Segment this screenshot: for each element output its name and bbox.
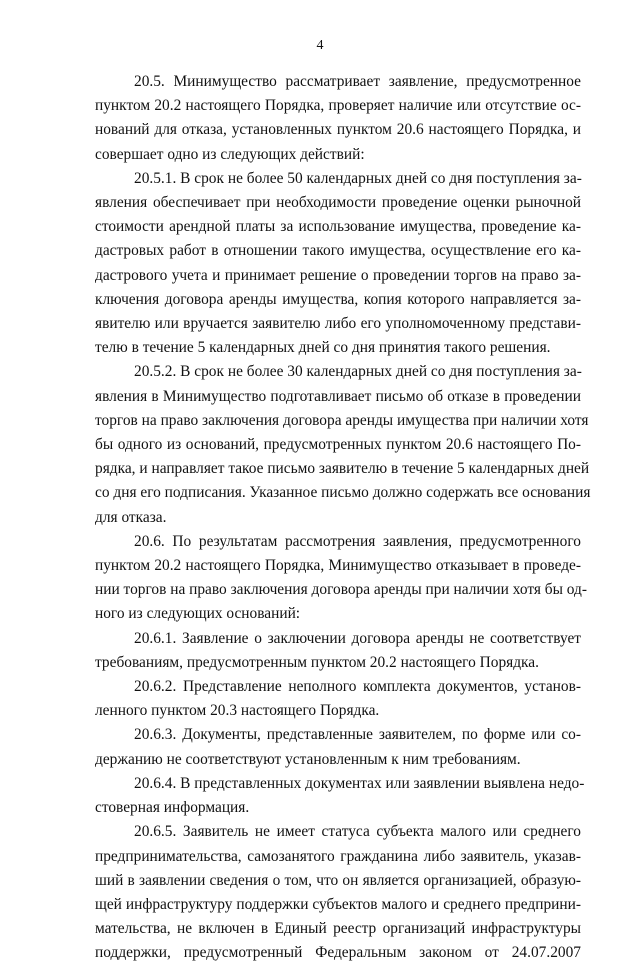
- text-line: дастрового учета и принимает решение о проведении торгов на право за-: [95, 266, 581, 284]
- page-number: 4: [316, 38, 324, 53]
- paragraph-20-6-1: [95, 627, 581, 675]
- document-body: [95, 70, 591, 966]
- text-line: явителю или вручается заявителю либо его уполномоченному представи-: [95, 315, 581, 333]
- text-line: держанию не соответствуют установленным к ним требованиям.: [95, 750, 521, 768]
- paragraph-20-6-3: [95, 723, 581, 771]
- text-line: 20.6. По результатам рассмотрения заявления, предусмотренного: [134, 532, 581, 550]
- text-line: явления обеспечивает при необходимости проведение оценки рыночной: [95, 194, 581, 212]
- text-line: 20.5.1. В срок не более 50 календарных дней со дня поступления за-: [134, 169, 582, 187]
- text-line: поддержки, предусмотренный Федеральным законом от 24.07.2007: [95, 944, 581, 962]
- text-line: нований для отказа, установленных пунктом 20.6 настоящего Порядка, и: [95, 121, 581, 139]
- paragraph-20-6-5: [95, 820, 581, 965]
- text-line: ший в заявлении сведения о том, что он является организацией, образую-: [95, 871, 581, 889]
- text-line: стоимости арендной платы за использование имущества, проведение ка-: [95, 218, 581, 236]
- text-line: ключения договора аренды имущества, копия которого направляется за-: [95, 290, 581, 308]
- text-line: 20.5.2. В срок не более 30 календарных дней со дня поступления за-: [134, 363, 582, 381]
- text-line: 20.6.4. В представленных документах или заявлении выявлена недо-: [134, 774, 585, 792]
- text-line: 20.6.2. Представление неполного комплекта документов, установ-: [134, 678, 581, 696]
- text-line: дастровых работ в отношении такого имущества, осуществление его ка-: [95, 242, 581, 260]
- text-line: 20.6.5. Заявитель не имеет статуса субъекта малого или среднего: [134, 823, 581, 841]
- text-line: нии торгов на право заключения договора аренды при наличии хотя бы од-: [95, 581, 588, 599]
- text-line: 20.5. Минимущество рассматривает заявление, предусмотренное: [134, 73, 581, 90]
- text-line: бы одного из оснований, предусмотренных пунктом 20.6 настоящего По-: [95, 436, 581, 454]
- text-line: пунктом 20.2 настоящего Порядка, Минимущество отказывает в проведе-: [95, 557, 581, 575]
- text-line: рядка, и направляет такое письмо заявителю в течение 5 календарных дней: [95, 460, 590, 478]
- text-line: щей инфраструктуру поддержки субъектов малого и среднего предприни-: [95, 895, 581, 913]
- text-line: для отказа.: [95, 508, 167, 526]
- text-line: требованиям, предусмотренным пунктом 20.2 настоящего Порядка.: [95, 653, 539, 671]
- paragraph-20-6: [95, 530, 588, 627]
- text-line: мательства, не включен в Единый реестр организаций инфраструктуры: [95, 920, 581, 938]
- paragraph-20-5-1: [95, 167, 581, 361]
- text-line: со дня его подписания. Указанное письмо должно содержать все основания: [95, 484, 591, 502]
- text-line: явления в Минимущество подготавливает письмо об отказе в проведении: [95, 387, 581, 405]
- text-line: совершает одно из следующих действий:: [95, 145, 365, 163]
- text-line: пунктом 20.2 настоящего Порядка, проверяет наличие или отсутствие ос-: [95, 97, 581, 115]
- text-line: ленного пунктом 20.3 настоящего Порядка.: [95, 702, 380, 720]
- text-line: предпринимательства, самозанятого гражданина либо заявитель, указав-: [95, 847, 581, 865]
- text-line: телю в течение 5 календарных дней со дня принятия такого решения.: [95, 339, 551, 357]
- text-line: ного из следующих оснований:: [95, 605, 301, 623]
- text-line: 20.6.1. Заявление о заключении договора аренды не соответствует: [134, 629, 581, 647]
- text-line: торгов на право заключения договора аренды имущества при наличии хотя: [95, 411, 589, 429]
- text-line: стоверная информация.: [95, 799, 250, 817]
- text-line: 20.6.3. Документы, представленные заявителем, по форме или со-: [134, 726, 581, 744]
- paragraph-20-6-2: [95, 675, 581, 723]
- paragraph-20-5: [95, 70, 581, 167]
- paragraph-20-6-4: [95, 772, 585, 820]
- paragraph-20-5-2: [95, 360, 591, 529]
